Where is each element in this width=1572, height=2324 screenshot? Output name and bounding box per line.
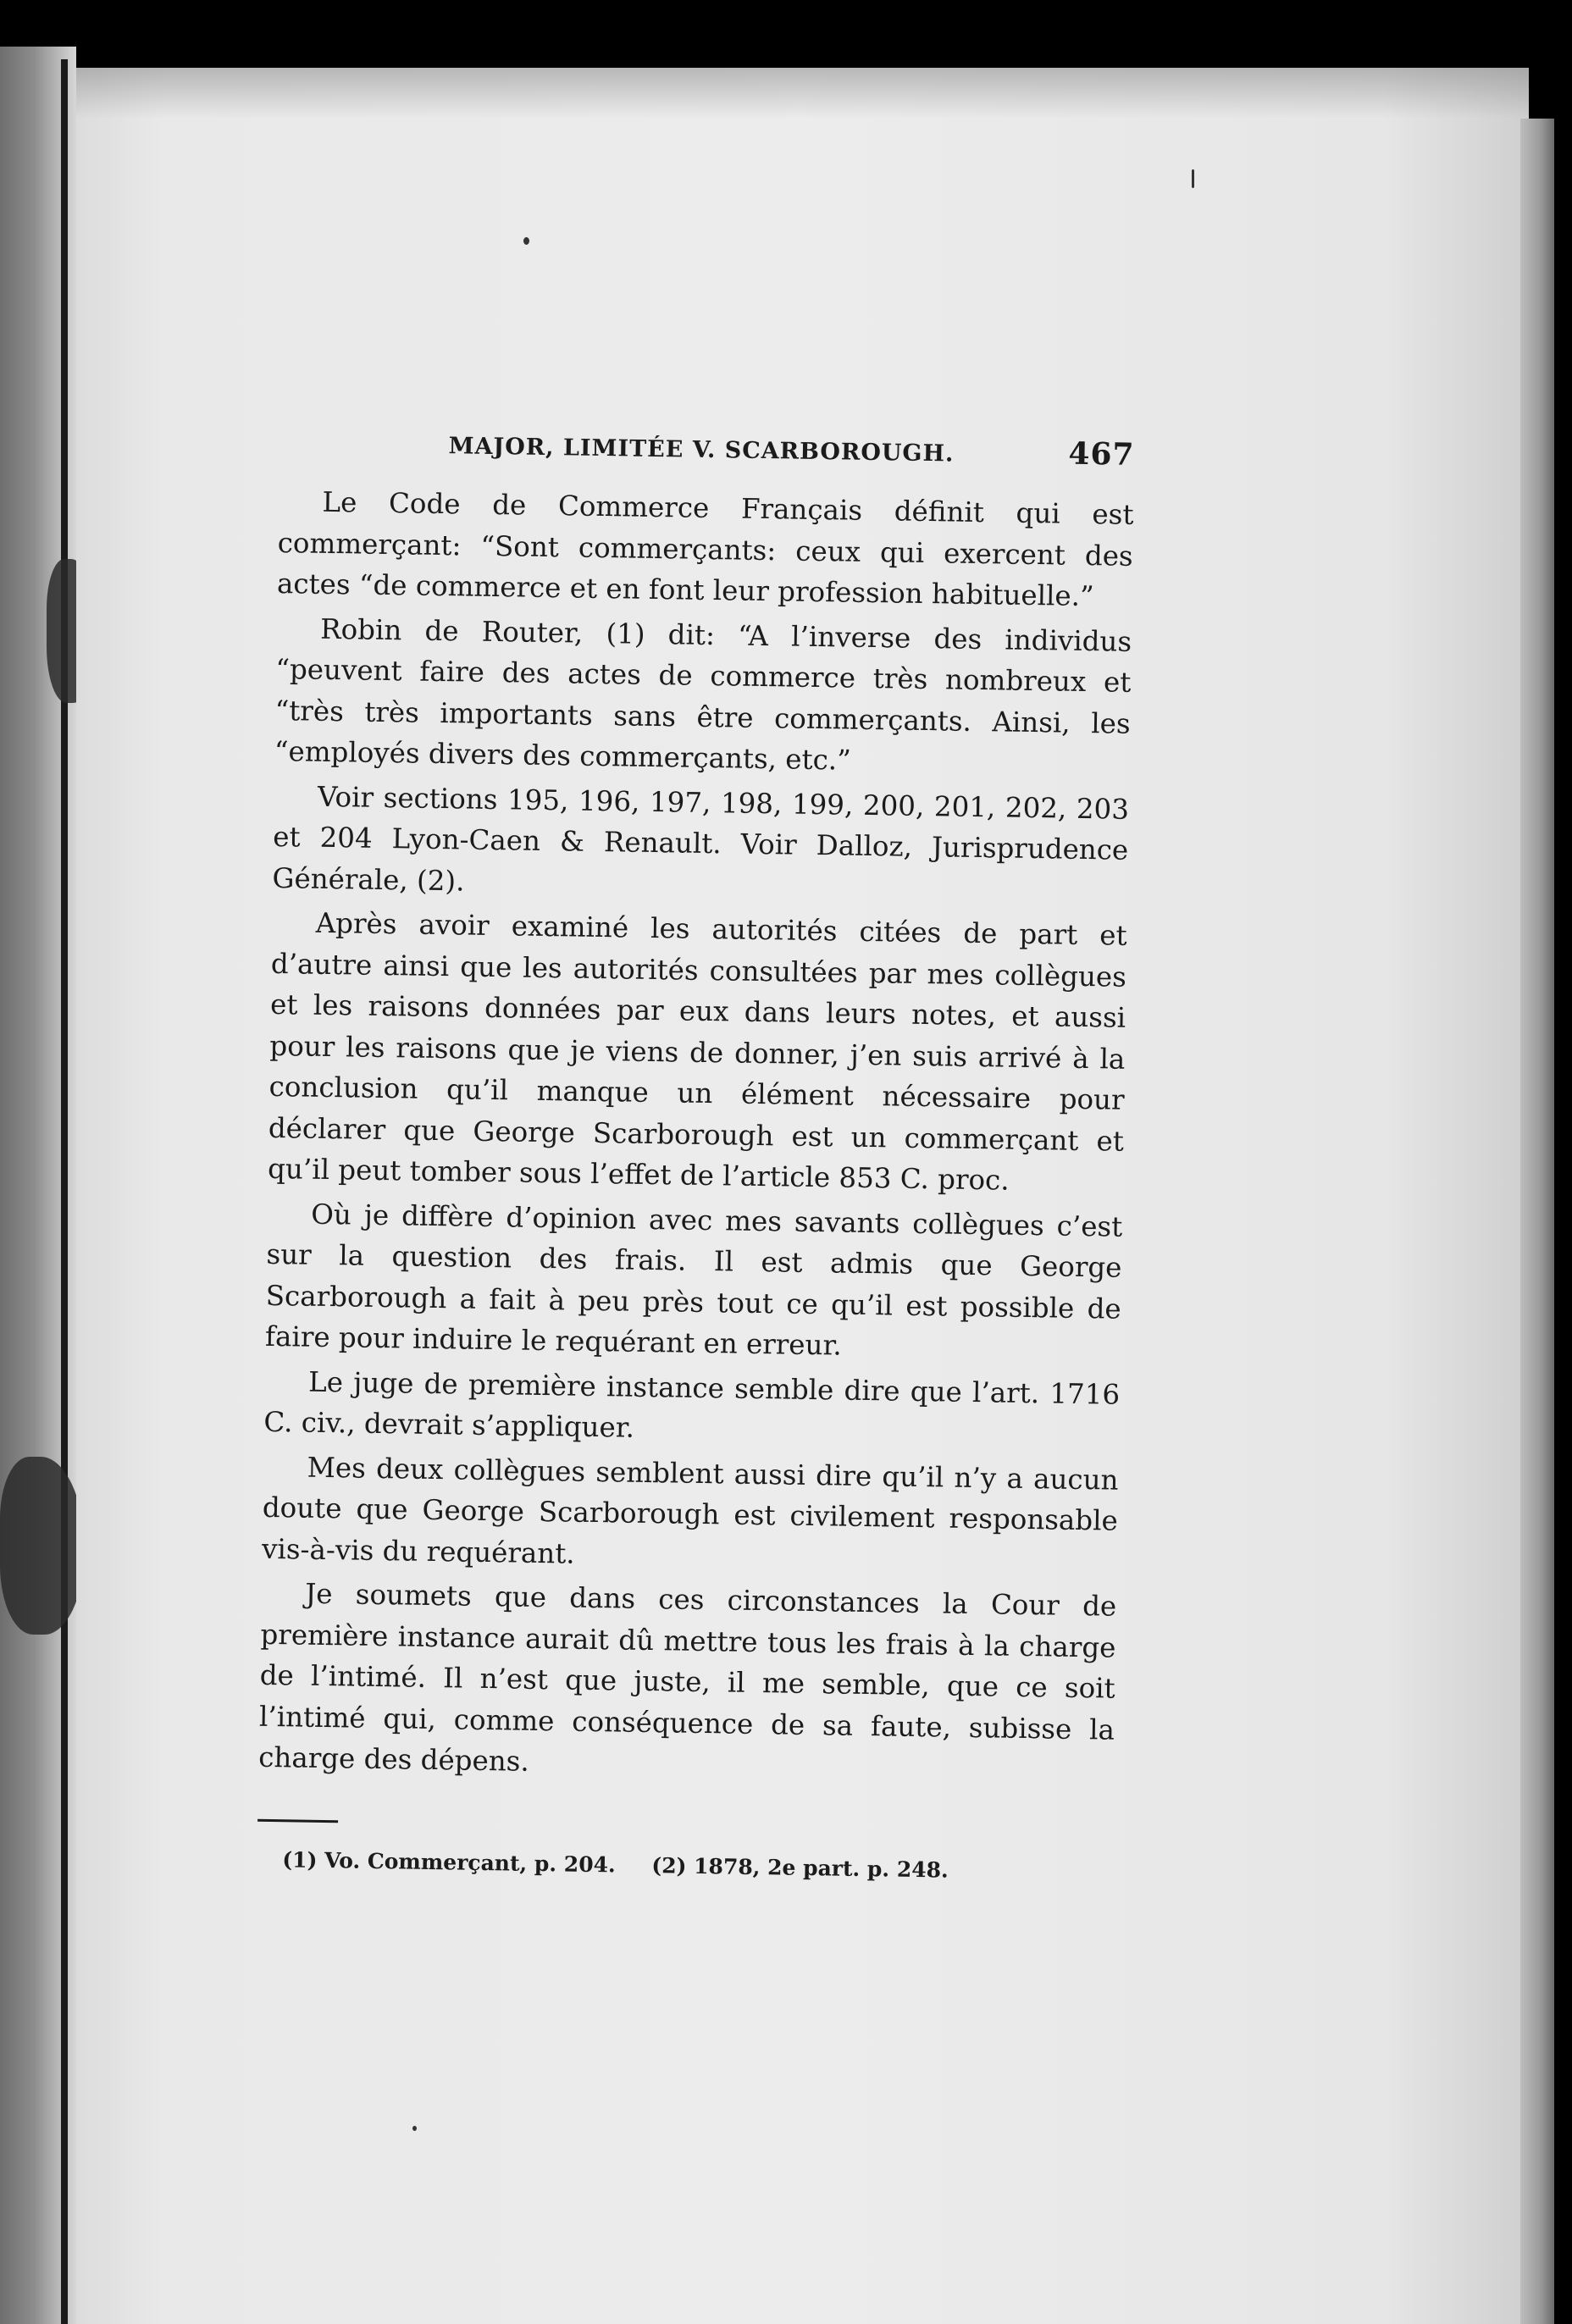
ink-speck — [523, 237, 529, 245]
ink-speck — [1192, 169, 1194, 188]
paragraph: Le juge de première instance semble dire que l’art. 1716 C. civ., devrait s’appliquer. — [263, 1365, 1121, 1444]
footnote: (2) 1878, 2e part. p. 248. — [651, 1852, 949, 1883]
page-number: 467 — [1068, 435, 1135, 473]
paragraph: Le Code de Commerce Français définit qui est commerçant: “Sont commerçants: ceux qui exercent des actes “de commerce et en font leur profession habituelle.” — [276, 485, 1134, 613]
paragraph: Après avoir examiné les autorités citées de part et d’autre ainsi que les autorités consultées par mes collègues et les raisons données par eux dans leurs notes, et aussi pour les raisons que je viens de donner, j’en suis arrivé à la conclusion qu’il manque un élément nécessaire pour déclarer que George Scarborough est un commerçant et qu’il peut tomber sous l’effet de l’article 853 C. proc. — [267, 906, 1127, 1197]
footnote: (1) Vo. Commerçant, p. 204. — [282, 1846, 616, 1877]
paragraph: Voir sections 195, 196, 197, 198, 199, 200, 201, 202, 203 et 204 Lyon-Caen & Renault. Voir Dalloz, Jurisprudence Générale, (2). — [272, 780, 1130, 897]
page-right-edge — [1520, 119, 1554, 2324]
ink-speck — [412, 2126, 417, 2131]
paragraph: Je soumets que dans ces circonstances la Cour de première instance aurait dû mettre tous les frais à la charge de l’intimé. Il n’est que juste, il me semble, que ce soit l’intimé qui, comme conséquence de sa faute, subisse la charge des dépens. — [257, 1577, 1117, 1778]
binding-gutter — [61, 59, 68, 2324]
body-text — [258, 481, 1134, 1791]
paragraph: Robin de Router, (1) dit: “A l’inverse des individus “peuvent faire des actes de commerce très nombreux et “très très importants sans être commerçants. Ainsi, les “employés divers des commerçants, etc.” — [274, 612, 1132, 777]
page-top-shadow — [76, 68, 1529, 119]
paragraph: Mes deux collègues semblent aussi dire qu’il n’y a aucun doute que George Scarborough est civilement responsable vis-à-vis du requérant. — [261, 1451, 1119, 1570]
paragraph: Où je diffère d’opinion avec mes savants collègues c’est sur la question des frais. Il est admis que George Scarborough a fait à peu près tout ce qu’il est possible de faire pour induire le requérant en erreur. — [264, 1198, 1123, 1362]
footnote-rule — [257, 1818, 338, 1822]
page-text-block — [257, 423, 1135, 1884]
running-title: MAJOR, LIMITÉE V. SCARBOROUGH. — [448, 433, 955, 468]
